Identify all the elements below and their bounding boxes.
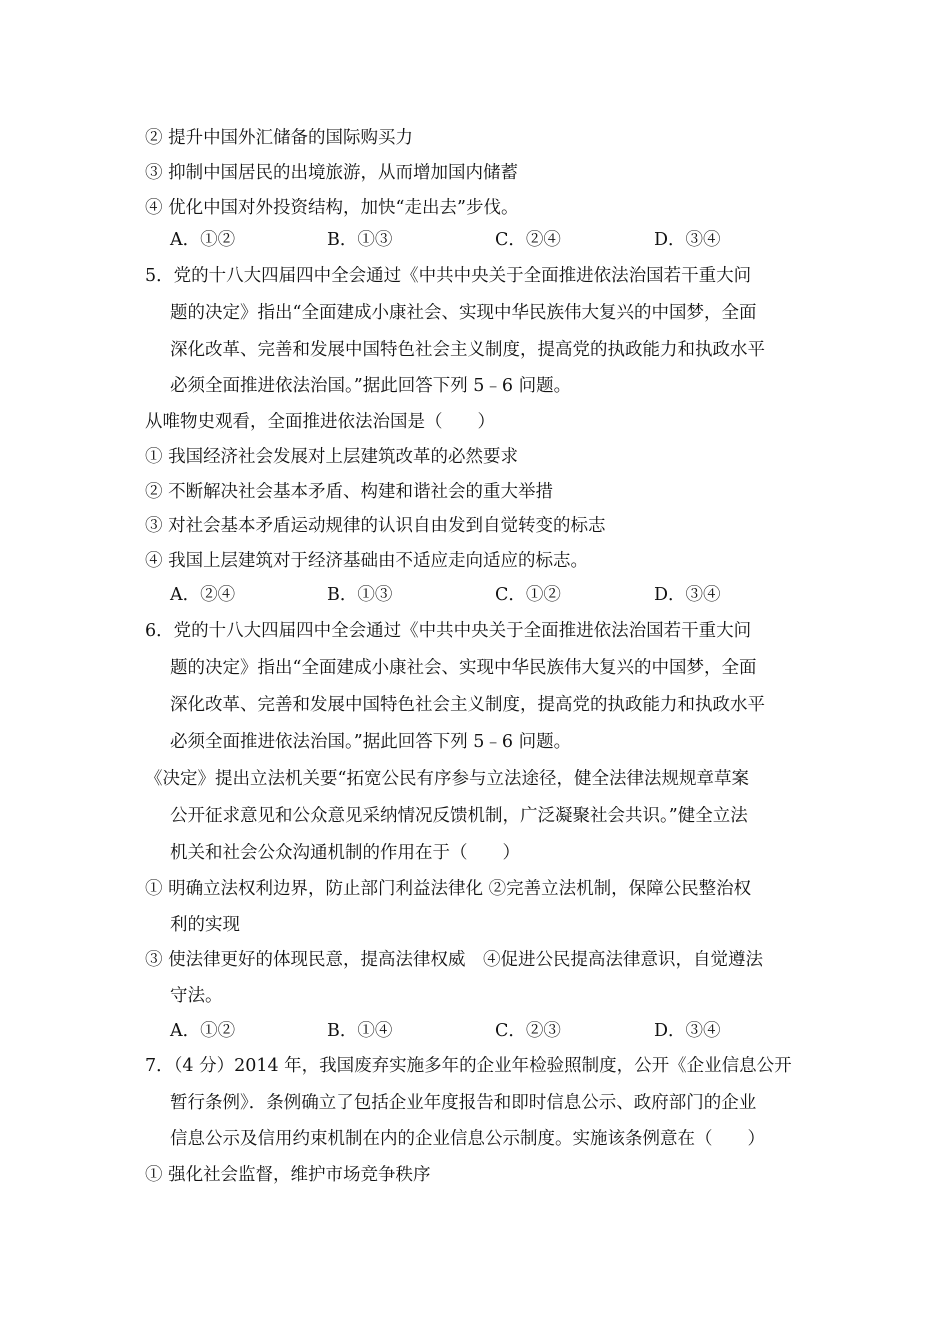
q5-item-4: ④ 我国上层建筑对于经济基础由不适应走向适应的标志。 — [145, 551, 589, 571]
q6-stem-line: 题的决定》指出“全面建成小康社会、实现中华民族伟大复兴的中国梦，全面 — [170, 658, 757, 678]
q5-option-d: D．③④ — [654, 585, 721, 605]
q6-option-a: A．①② — [170, 1021, 236, 1041]
q5-question: 从唯物史观看，全面推进依法治国是（ ） — [145, 412, 495, 432]
q6-item-line: 守法。 — [170, 986, 223, 1006]
q6-option-c: C．②③ — [495, 1021, 561, 1041]
q6-option-b: B．①④ — [327, 1021, 393, 1041]
q6-stem-line: 6．党的十八大四届四中全会通过《中共中央关于全面推进依法治国若干重大问 — [145, 621, 752, 641]
q6-question-line: 机关和社会公众沟通机制的作用在于（ ） — [170, 843, 520, 863]
q6-item-line: ① 明确立法权利边界，防止部门利益法律化 ②完善立法机制，保障公民整治权 — [145, 879, 752, 899]
q5-stem-line: 题的决定》指出“全面建成小康社会、实现中华民族伟大复兴的中国梦，全面 — [170, 303, 757, 323]
q7-stem-line: 7．（4 分）2014 年，我国废弃实施多年的企业年检验照制度，公开《企业信息公开 — [145, 1056, 792, 1076]
q4-item-2: ② 提升中国外汇储备的国际购买力 — [145, 128, 414, 148]
q5-option-c: C．①② — [495, 585, 561, 605]
q4-option-b: B．①③ — [327, 230, 393, 250]
q5-item-2: ② 不断解决社会基本矛盾、构建和谐社会的重大举措 — [145, 482, 554, 502]
q6-option-d: D．③④ — [654, 1021, 721, 1041]
q6-stem-line: 深化改革、完善和发展中国特色社会主义制度，提高党的执政能力和执政水平 — [170, 695, 765, 715]
q5-stem-line: 深化改革、完善和发展中国特色社会主义制度，提高党的执政能力和执政水平 — [170, 340, 765, 360]
q7-item-1: ① 强化社会监督，维护市场竞争秩序 — [145, 1165, 431, 1185]
q6-item-line: 利的实现 — [170, 915, 240, 935]
q4-option-a: A．①② — [170, 230, 236, 250]
q6-item-line: ③ 使法律更好的体现民意，提高法律权威 ④促进公民提高法律意识，自觉遵法 — [145, 950, 764, 970]
q7-stem-line: 信息公示及信用约束机制在内的企业信息公示制度。实施该条例意在（ ） — [170, 1129, 765, 1149]
q5-item-1: ① 我国经济社会发展对上层建筑改革的必然要求 — [145, 447, 519, 467]
q6-stem-line: 必须全面推进依法治国。”据此回答下列 5﹣6 问题。 — [170, 732, 572, 752]
q4-item-3: ③ 抑制中国居民的出境旅游，从而增加国内储蓄 — [145, 163, 519, 183]
q6-question-line: 《决定》提出立法机关要“拓宽公民有序参与立法途径，健全法律法规规章草案 — [145, 769, 749, 789]
q7-stem-line: 暂行条例》．条例确立了包括企业年度报告和即时信息公示、政府部门的企业 — [170, 1093, 757, 1113]
q4-option-c: C．②④ — [495, 230, 561, 250]
q4-item-4: ④ 优化中国对外投资结构，加快“走出去”步伐。 — [145, 198, 519, 218]
q5-item-3: ③ 对社会基本矛盾运动规律的认识自由发到自觉转变的标志 — [145, 516, 606, 536]
q4-option-d: D．③④ — [654, 230, 721, 250]
q5-stem-line: 5．党的十八大四届四中全会通过《中共中央关于全面推进依法治国若干重大问 — [145, 266, 752, 286]
q6-question-line: 公开征求意见和公众意见采纳情况反馈机制，广泛凝聚社会共识。”健全立法 — [170, 806, 748, 826]
q5-option-b: B．①③ — [327, 585, 393, 605]
q5-option-a: A．②④ — [170, 585, 236, 605]
q5-stem-line: 必须全面推进依法治国。”据此回答下列 5﹣6 问题。 — [170, 376, 572, 396]
